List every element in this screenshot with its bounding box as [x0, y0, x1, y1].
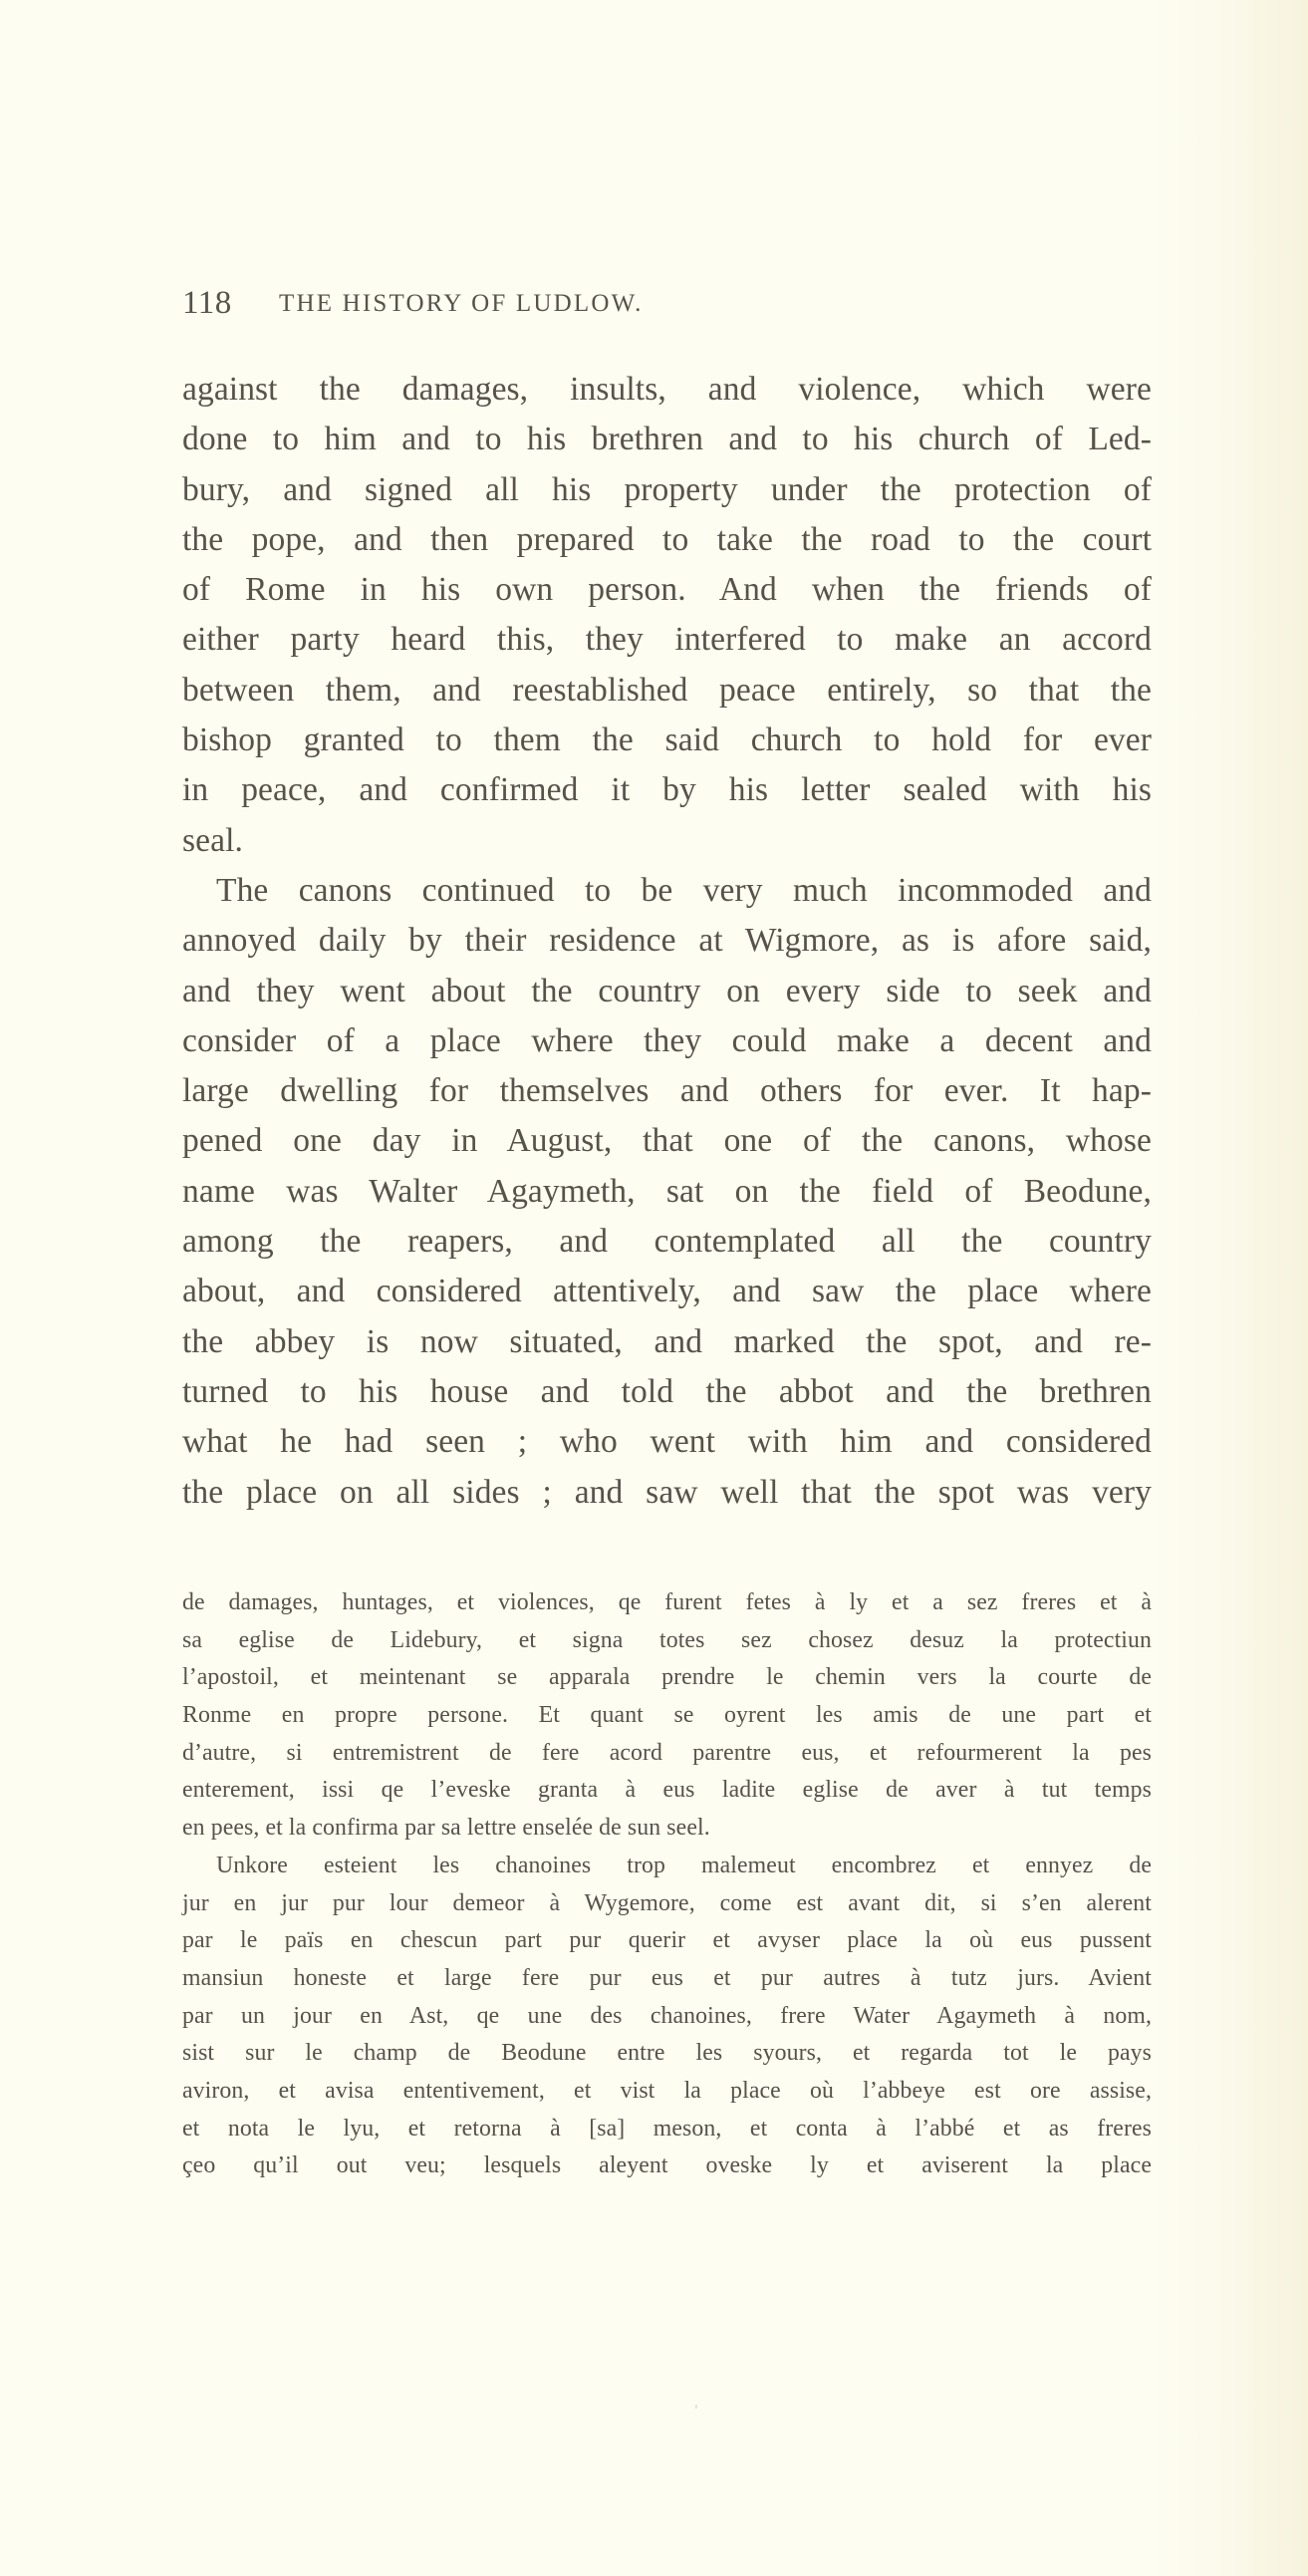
body-line: done to him and to his brethren and to his church of Led-	[182, 421, 1152, 458]
body-line: the abbey is now situated, and marked the spot, and re-	[182, 1322, 1152, 1360]
body-line: in peace, and confirmed it by his letter sealed with his	[182, 771, 1152, 809]
body-line: against the damages, insults, and violence, which were	[182, 371, 1152, 408]
footnote-line: sa eglise de Lidebury, et signa totes sez chosez desuz la protectiun	[182, 1626, 1152, 1653]
body-line: bury, and signed all his property under the protection of	[182, 470, 1152, 508]
body-line: among the reapers, and contemplated all the country	[182, 1223, 1152, 1261]
body-line: consider of a place where they could make a decent and	[182, 1021, 1152, 1059]
body-line: annoyed daily by their residence at Wigmore, as is afore said,	[182, 922, 1152, 960]
body-line: the place on all sides ; and saw well that the spot was very	[182, 1473, 1152, 1511]
body-line: about, and considered attentively, and saw the place where	[182, 1273, 1152, 1310]
body-line: seal.	[182, 821, 243, 859]
footnote-line: d’autre, si entremistrent de fere acord parentre eus, et refourmerent la pes	[182, 1739, 1152, 1766]
footnote-text	[182, 1584, 1152, 2185]
body-line: the pope, and then prepared to take the road to the court	[182, 520, 1152, 558]
body-line: of Rome in his own person. And when the friends of	[182, 571, 1152, 609]
footnote-line: enterement, issi qe l’eveske granta à eus ladite eglise de aver à tut temps	[182, 1777, 1152, 1804]
running-head	[182, 283, 1152, 323]
footnote-line: çeo qu’il out veu; lesquels aleyent oveske ly et aviserent la place	[182, 2152, 1152, 2179]
body-line: either party heard this, they interfered to make an accord	[182, 621, 1152, 659]
footnote-line: aviron, et avisa ententivement, et vist la place où l’abbeye est ore assise,	[182, 2077, 1152, 2104]
footnote-line: Unkore esteient les chanoines trop malemeut encombrez et ennyez de	[216, 1852, 1152, 1878]
body-line: large dwelling for themselves and others for ever. It hap-	[182, 1072, 1152, 1110]
body-line: pened one day in August, that one of the canons, whose	[182, 1122, 1152, 1160]
footnote-line: par le païs en chescun part pur querir et avyser place la où eus pussent	[182, 1927, 1152, 1954]
footnote-line: jur en jur pur lour demeor à Wygemore, come est avant dit, si s’en alerent	[182, 1889, 1152, 1916]
footnote-line: mansiun honeste et large fere pur eus et pur autres à tutz jurs. Avient	[182, 1964, 1152, 1991]
body-line: and they went about the country on every side to seek and	[182, 972, 1152, 1009]
body-line: bishop granted to them the said church to hold for ever	[182, 721, 1152, 759]
body-line: what he had seen ; who went with him and considered	[182, 1423, 1152, 1461]
body-line: between them, and reestablished peace entirely, so that the	[182, 671, 1152, 709]
footnote-line: en pees, et la confirma par sa lettre enselée de sun seel.	[182, 1815, 710, 1842]
body-line: The canons continued to be very much incommoded and	[216, 871, 1152, 909]
footnote-line: l’apostoil, et meintenant se apparala prendre le chemin vers la courte de	[182, 1664, 1152, 1691]
footnote-line: sist sur le champ de Beodune entre les syours, et regarda tot le pays	[182, 2040, 1152, 2067]
running-title: THE HISTORY OF LUDLOW.	[279, 290, 644, 317]
body-line: turned to his house and told the abbot and the brethren	[182, 1372, 1152, 1410]
footnote-line: par un jour en Ast, qe une des chanoines, frere Water Agaymeth à nom,	[182, 2002, 1152, 2029]
footnote-line: de damages, huntages, et violences, qe furent fetes à ly et a sez freres et à	[182, 1589, 1152, 1615]
footnote-line: et nota le lyu, et retorna à [sa] meson, et conta à l’abbé et as freres	[182, 2115, 1152, 2142]
body-line: name was Walter Agaymeth, sat on the field of Beodune,	[182, 1172, 1152, 1210]
footnote-line: Ronme en propre persone. Et quant se oyrent les amis de une part et	[182, 1702, 1152, 1729]
paper-speck	[695, 2405, 697, 2409]
page-number: 118	[182, 285, 232, 321]
main-text	[182, 365, 1152, 1518]
